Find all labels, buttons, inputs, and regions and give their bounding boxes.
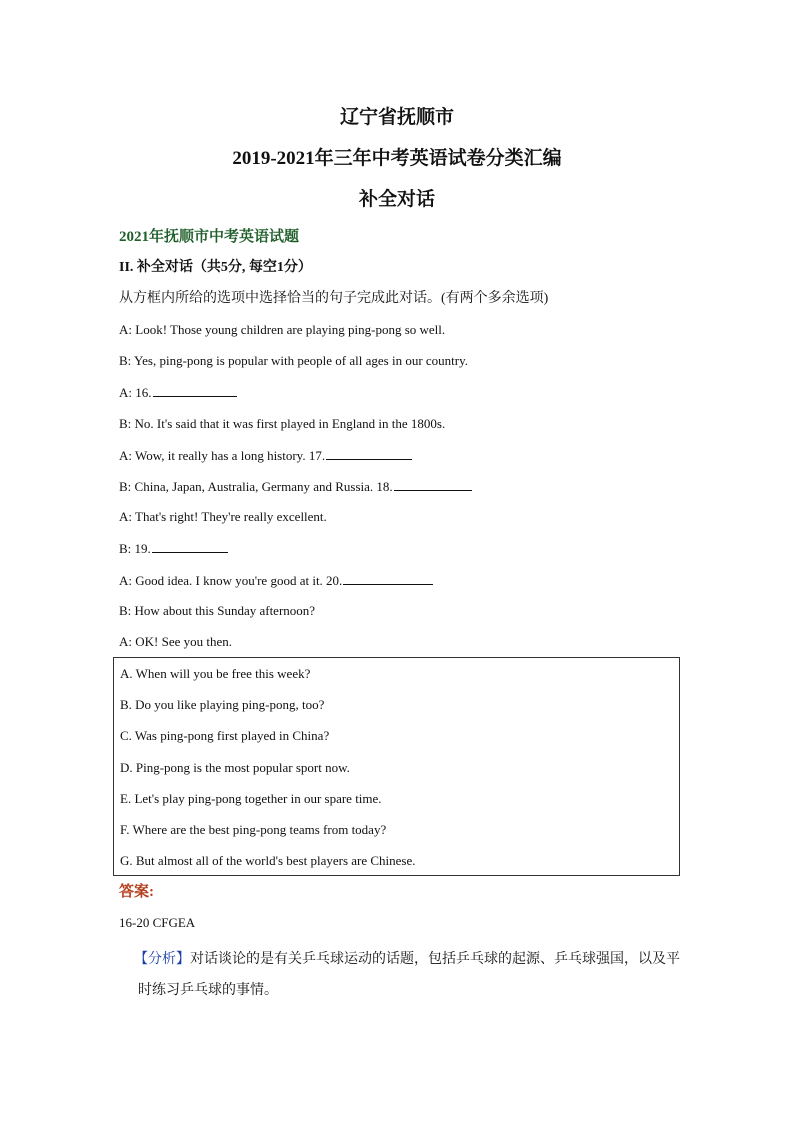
part-heading: II. 补全对话（共5分, 每空1分） [119,260,312,275]
option-f: F. Where are the best ping-pong teams from today? [120,822,387,837]
dialogue-text: A: Wow, it really has a long history. 17. [119,448,326,463]
dialogue-line [119,476,472,497]
dialogue-line [119,632,232,652]
dialogue-text: B: Yes, ping-pong is popular with people of all ages in our country. [119,353,469,368]
dialogue-text: A: OK! See you then. [119,634,233,649]
dialogue-text: A: Look! Those young children are playing ping-pong so well. [119,322,446,337]
answer-blank-20[interactable] [343,570,433,585]
analysis-paragraph [134,944,683,1006]
option-a: A. When will you be free this week? [120,666,311,681]
answer-label: 答案: [119,884,154,900]
doc-title-topic: 补全对话 [358,189,435,210]
dialogue-text: A: Good idea. I know you're good at it. 20. [119,573,343,588]
option-b: B. Do you like playing ping-pong, too? [120,697,325,712]
answer-value: 16-20 CFGEA [119,915,196,930]
doc-title-region: 辽宁省抚顺市 [339,107,454,128]
dialogue-line [119,507,327,527]
option-e: E. Let's play ping-pong together in our spare time. [120,791,382,806]
section-heading: 2021年抚顺市中考英语试题 [119,229,300,245]
option-g: G. But almost all of the world's best players are Chinese. [120,853,416,868]
dialogue-text: A: 16. [119,385,152,400]
dialogue-text: B: How about this Sunday afternoon? [119,603,316,618]
dialogue-text: B: 19. [119,541,151,556]
dialogue-line [119,320,445,340]
instruction-text: 从方框内所给的选项中选择恰当的句子完成此对话。(有两个多余选项) [119,291,549,306]
analysis-text: 对话谈论的是有关乒乓球运动的话题，包括乒乓球的起源、乒乓球强国，以及平时练习乒乓球的事情。 [138,952,680,998]
dialogue-line [119,351,468,371]
doc-title-main: 2019-2021年三年中考英语试卷分类汇编 [232,148,562,169]
answer-blank-18[interactable] [394,476,472,491]
dialogue-line [119,601,315,621]
dialogue-line [119,382,237,403]
answer-blank-17[interactable] [326,445,412,460]
dialogue-text: B: No. It's said that it was first played in England in the 1800s. [119,416,446,431]
option-c: C. Was ping-pong first played in China? [120,728,330,743]
answer-blank-16[interactable] [153,382,237,397]
analysis-tag: 【分析】 [134,952,190,967]
option-d: D. Ping-pong is the most popular sport now. [120,760,350,775]
dialogue-line [119,445,412,466]
dialogue-text: B: China, Japan, Australia, Germany and Russia. 18. [119,479,393,494]
dialogue-line [119,414,445,434]
options-box [113,657,680,876]
dialogue-text: A: That's right! They're really excellent. [119,509,327,524]
answer-blank-19[interactable] [152,538,228,553]
dialogue-line [119,570,433,591]
dialogue-line [119,538,228,559]
